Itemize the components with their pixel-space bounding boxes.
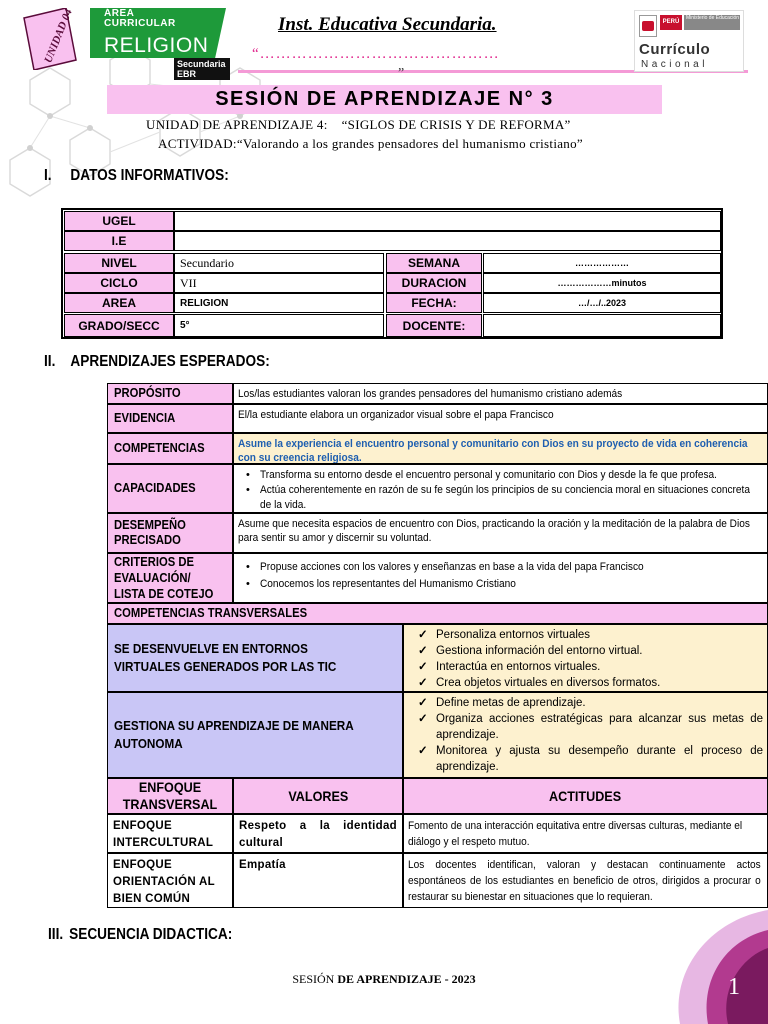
docente-value[interactable] xyxy=(483,314,721,337)
ciclo-label: CICLO xyxy=(64,273,174,293)
nivel-label: NIVEL xyxy=(64,253,174,273)
proposito-text: Los/las estudiantes valoran los grandes pensadores del humanismo cristiano además xyxy=(233,383,768,404)
ie-value[interactable] xyxy=(174,231,721,251)
curriculo-nacional-logo xyxy=(634,10,744,72)
session-title: SESIÓN DE APRENDIZAJE N° 3 xyxy=(107,85,662,114)
capacidades-label: CAPACIDADES xyxy=(107,464,233,513)
valor-intercultural: Respeto a la identidad cultural xyxy=(233,814,403,853)
logo-line1: Currículo xyxy=(639,41,711,58)
ie-label: I.E xyxy=(64,231,174,251)
activity-label: ACTIVIDAD: xyxy=(158,136,237,151)
tic-list xyxy=(403,624,768,692)
enfoque-intercultural: ENFOQUE INTERCULTURAL xyxy=(107,814,233,853)
enfoque-bien-comun: ENFOQUE ORIENTACIÓN AL BIEN COMÚN xyxy=(107,853,233,908)
criterio-item: • Propuse acciones con los valores y enseñanzas en base a la vida del papa Francisco xyxy=(260,559,763,576)
footer xyxy=(0,972,768,987)
page-number: 1 xyxy=(728,974,740,1000)
tic-items xyxy=(404,625,767,691)
capacidad-item: • Transforma su entorno desde el encuentro personal y comunitario con Dios y desde la fe que profesa. xyxy=(260,468,763,483)
competencias-transversales-title: COMPETENCIAS TRANSVERSALES xyxy=(107,603,768,624)
gestiona-item: ✓ Organiza acciones estratégicas para alcanzar sus metas de aprendizaje. xyxy=(436,711,763,743)
competencias-text: Asume la experiencia el encuentro personal y comunitario con Dios en su proyecto de vida en coherencia con su creencia religiosa. xyxy=(233,433,768,464)
institution-title: Inst. Educativa Secundaria. xyxy=(278,14,497,35)
gestiona-list xyxy=(403,692,768,778)
desempeno-text: Asume que necesita espacios de encuentro con Dios, practicando la oración y la meditación de la palabra de Dios para sentir su amor y discernir su voluntad. xyxy=(233,513,768,553)
unit-line xyxy=(146,117,646,133)
criterios-label: CRITERIOS DE EVALUACIÓN/ LISTA DE COTEJO xyxy=(107,553,233,603)
unit-label: UNIDAD DE APRENDIZAJE 4: xyxy=(146,117,328,132)
competencias-label: COMPETENCIAS xyxy=(107,433,233,464)
logo-ministry: Ministerio de Educación xyxy=(684,15,740,30)
logo-line2: Nacional xyxy=(641,59,708,70)
tic-item: ✓ Crea objetos virtuales en diversos formatos. xyxy=(436,675,767,691)
peru-shield-icon xyxy=(639,15,657,37)
ciclo-value[interactable]: VII xyxy=(174,273,384,293)
ugel-label: UGEL xyxy=(64,211,174,231)
valor-bien-comun: Empatía xyxy=(233,853,403,908)
footer-prefix: SESIÓN xyxy=(292,972,335,986)
tic-item: ✓ Gestiona información del entorno virtual. xyxy=(436,643,767,659)
fecha-value[interactable]: …/…/..2023 xyxy=(483,293,721,313)
valores-header: VALORES xyxy=(233,778,403,814)
capacidades-list xyxy=(233,464,768,513)
actitud-bien-comun: Los docentes identifican, valoran y destacan continuamente actos espontáneos de los estudiantes en beneficio de otros, dirigidos a procurar o restaurar su bienestar en situaciones que lo requieran. xyxy=(403,853,768,908)
area-block xyxy=(90,8,230,79)
criterios-items xyxy=(238,559,763,593)
activity-line xyxy=(158,136,658,152)
activity-title: “Valorando a los grandes pensadores del humanismo cristiano” xyxy=(236,136,583,151)
actitudes-header: ACTITUDES xyxy=(403,778,768,814)
grado-value[interactable]: 5° xyxy=(174,314,384,337)
semana-value[interactable]: ……………… xyxy=(483,253,721,273)
ugel-value[interactable] xyxy=(174,211,721,231)
gestiona-competence: GESTIONA SU APRENDIZAJE DE MANERA AUTONOMA xyxy=(107,692,403,778)
tic-competence: SE DESENVUELVE EN ENTORNOS VIRTUALES GENERADOS POR LAS TIC xyxy=(107,624,403,692)
criterio-item: • Conocemos los representantes del Humanismo Cristiano xyxy=(260,576,763,593)
fecha-label: FECHA: xyxy=(386,293,482,313)
capacidad-item: • Actúa coherentemente en razón de su fe según los principios de su conciencia moral en situaciones concreta de la vida. xyxy=(260,483,763,513)
evidencia-label: EVIDENCIA xyxy=(107,404,233,433)
actitud-intercultural: Fomento de una interacción equitativa entre diversas culturas, mediante el diálogo y el respeto mutuo. xyxy=(403,814,768,853)
desempeno-label: DESEMPEÑO PRECISADO xyxy=(107,513,233,553)
duracion-value[interactable]: ………………minutos xyxy=(483,273,721,293)
section-heading-secuencia: III. SECUENCIA DIDACTICA: xyxy=(48,926,233,943)
docente-label: DOCENTE: xyxy=(386,314,482,337)
grado-label: GRADO/SECC xyxy=(64,314,174,337)
proposito-label: PROPÓSITO xyxy=(107,383,233,404)
aprendizajes-table xyxy=(107,383,768,908)
tic-item: ✓ Interactúa en entornos virtuales. xyxy=(436,659,767,675)
logo-peru: PERÚ xyxy=(660,15,682,30)
unit-badge xyxy=(20,8,78,70)
footer-text: DE APRENDIZAJE - 2023 xyxy=(337,972,476,986)
section-heading-datos: I. DATOS INFORMATIVOS: xyxy=(44,167,229,184)
institution-name-line-end: ” xyxy=(398,66,405,81)
gestiona-item: ✓ Define metas de aprendizaje. xyxy=(436,695,763,711)
area-label: ÁREA CURRICULAR xyxy=(104,8,176,29)
footer-wave-decoration xyxy=(560,900,768,1024)
unit-badge-label: UNIDAD 04 xyxy=(42,7,75,65)
area-sub: Secundaria EBR xyxy=(174,58,230,80)
gestiona-item: ✓ Monitorea y ajusta su desempeño durante el proceso de aprendizaje. xyxy=(436,743,763,775)
nivel-value[interactable]: Secundario xyxy=(174,253,384,273)
enfoque-header: ENFOQUE TRANSVERSAL xyxy=(107,778,233,814)
duracion-label: DURACION xyxy=(386,273,482,293)
area-value[interactable]: RELIGION xyxy=(174,293,384,313)
institution-name-line: “……………………………………… xyxy=(252,46,500,62)
semana-label: SEMANA xyxy=(386,253,482,273)
capacidades-items xyxy=(238,468,763,513)
area-name: RELIGION xyxy=(104,34,209,57)
unit-title: “SIGLOS DE CRISIS Y DE REFORMA” xyxy=(341,117,571,132)
evidencia-text: El/la estudiante elabora un organizador visual sobre el papa Francisco xyxy=(233,404,768,433)
datos-informativos-table xyxy=(61,208,723,339)
tic-item: ✓ Personaliza entornos virtuales xyxy=(436,627,767,643)
criterios-list xyxy=(233,553,768,603)
gestiona-items xyxy=(404,693,767,775)
area-label-cell: AREA xyxy=(64,293,174,313)
section-heading-aprendizajes: II. APRENDIZAJES ESPERADOS: xyxy=(44,353,270,370)
